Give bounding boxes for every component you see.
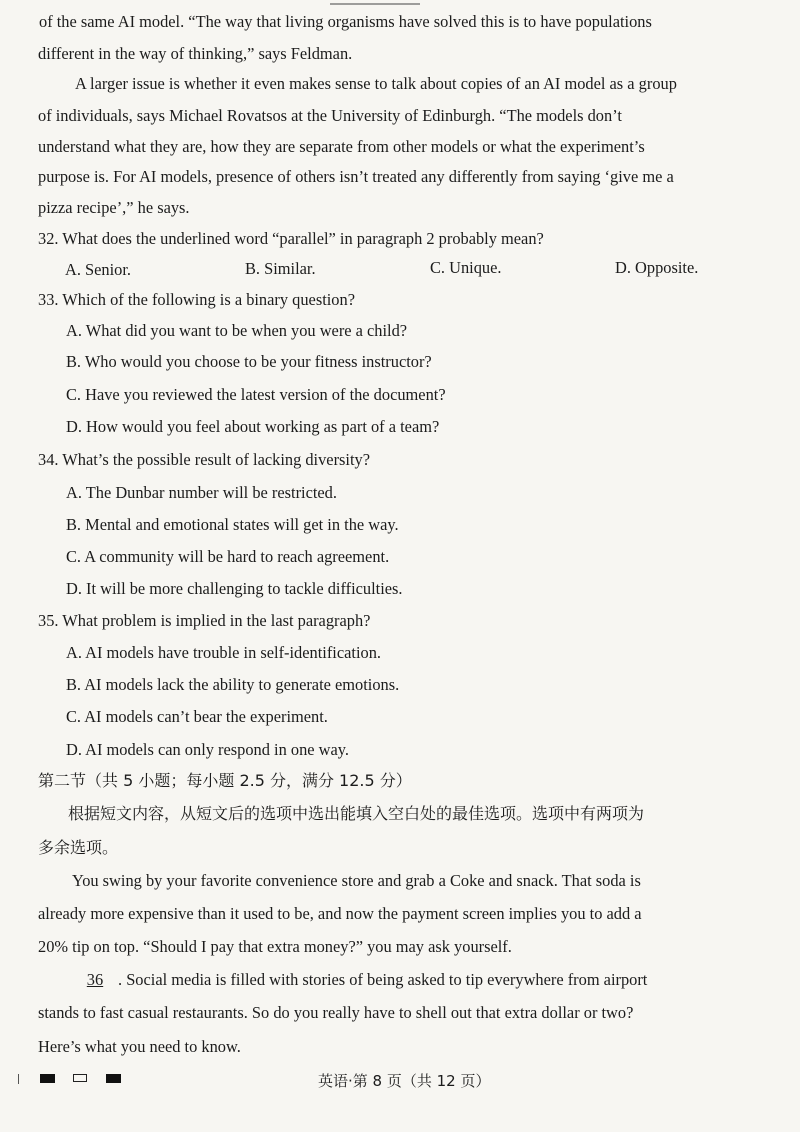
question-option: C. Have you reviewed the latest version of the document?	[66, 385, 446, 404]
passage-line: Here’s what you need to know.	[38, 1037, 241, 1056]
question-option: B. Similar.	[245, 259, 316, 278]
filled-square-icon	[106, 1074, 121, 1083]
passage-line: 20% tip on top. “Should I pay that extra money?” you may ask yourself.	[38, 937, 512, 956]
question-option: B. Mental and emotional states will get in the way.	[66, 515, 399, 534]
question-stem: 32. What does the underlined word “parallel” in paragraph 2 probably mean?	[38, 229, 544, 248]
passage-line: purpose is. For AI models, presence of others isn’t treated any differently from saying ‘give me a	[38, 167, 674, 186]
page-footer	[0, 1068, 800, 1094]
passage-line: pizza recipe’,” he says.	[38, 198, 190, 217]
question-option: D. AI models can only respond in one way.	[66, 740, 349, 759]
scan-edge-mark	[330, 3, 420, 5]
question-option: A. AI models have trouble in self-identification.	[66, 643, 381, 662]
question-option: B. Who would you choose to be your fitness instructor?	[66, 352, 432, 371]
passage-line: You swing by your favorite convenience store and grab a Coke and snack. That soda is	[72, 871, 641, 890]
passage-line: understand what they are, how they are separate from other models or what the experiment’s	[38, 137, 645, 156]
question-stem: 33. Which of the following is a binary question?	[38, 290, 355, 309]
question-option: C. AI models can’t bear the experiment.	[66, 707, 328, 726]
passage-text: . Social media is filled with stories of being asked to tip everywhere from airport	[118, 970, 648, 989]
passage-line: stands to fast casual restaurants. So do you really have to shell out that extra dollar or two?	[38, 1003, 634, 1022]
question-stem: 34. What’s the possible result of lacking diversity?	[38, 450, 370, 469]
empty-square-icon	[73, 1074, 87, 1082]
filled-square-icon	[40, 1074, 55, 1083]
passage-line: different in the way of thinking,” says Feldman.	[38, 44, 353, 63]
question-option: A. The Dunbar number will be restricted.	[66, 483, 337, 502]
passage-line: already more expensive than it used to be, and now the payment screen implies you to add a	[38, 904, 642, 923]
passage-line: of the same AI model. “The way that living organisms have solved this is to have populations	[39, 12, 652, 31]
question-option: A. What did you want to be when you were a child?	[66, 321, 408, 340]
section-instruction: 多余选项。	[38, 838, 119, 857]
question-option: C. A community will be hard to reach agreement.	[66, 547, 390, 566]
question-option: D. How would you feel about working as part of a team?	[66, 417, 440, 436]
blank-36: 36	[86, 970, 104, 989]
question-stem: 35. What problem is implied in the last paragraph?	[38, 611, 371, 630]
section-instruction: 根据短文内容，从短文后的选项中选出能填入空白处的最佳选项。选项中有两项为	[68, 804, 645, 823]
footer-mark	[18, 1074, 19, 1084]
section-heading: 第二节（共 5 小题；每小题 2.5 分，满分 12.5 分）	[38, 771, 412, 790]
question-option: D. Opposite.	[615, 258, 699, 277]
passage-line: A larger issue is whether it even makes sense to talk about copies of an AI model as a group	[75, 74, 677, 93]
page-number: 英语·第 8 页（共 12 页）	[318, 1072, 491, 1090]
passage-line	[72, 970, 647, 990]
question-option: D. It will be more challenging to tackle difficulties.	[66, 579, 403, 598]
passage-line: of individuals, says Michael Rovatsos at the University of Edinburgh. “The models don’t	[38, 106, 622, 125]
question-option: B. AI models lack the ability to generate emotions.	[66, 675, 400, 694]
question-option: A. Senior.	[65, 260, 132, 279]
question-option: C. Unique.	[430, 258, 502, 277]
